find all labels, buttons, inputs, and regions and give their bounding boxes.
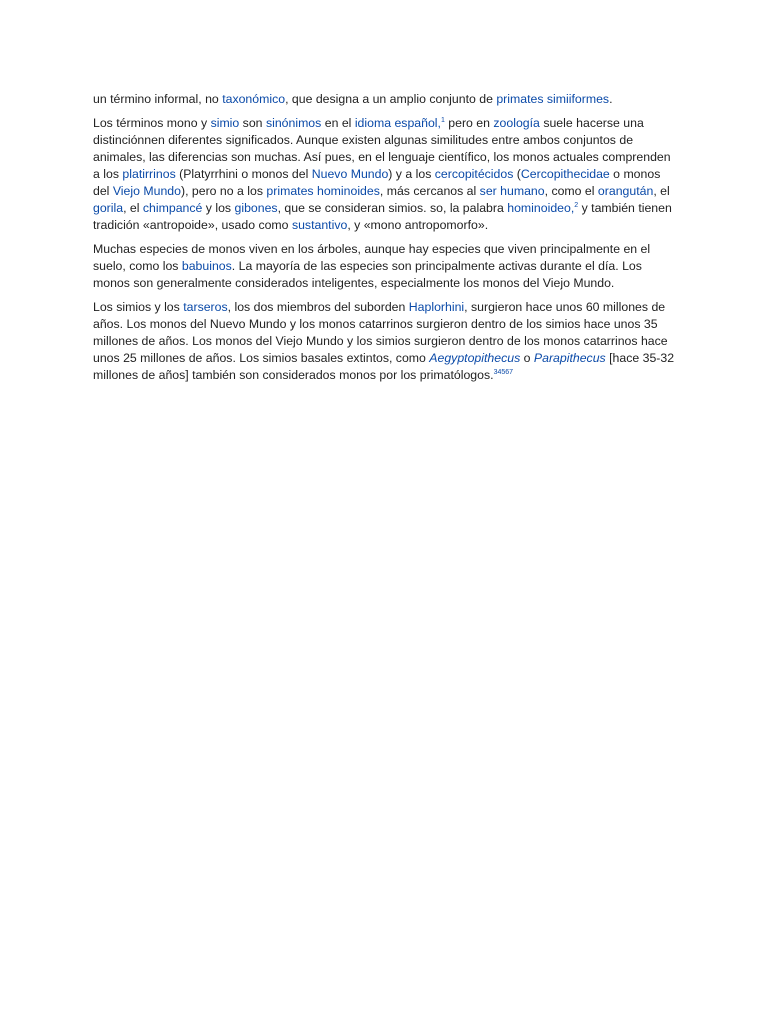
body-text: , más cercanos al bbox=[379, 184, 480, 198]
body-text: Los simios y los bbox=[93, 300, 184, 314]
wiki-link[interactable]: gorila bbox=[93, 201, 124, 215]
body-text: o bbox=[520, 351, 534, 365]
wiki-link[interactable]: chimpancé bbox=[142, 201, 203, 215]
wiki-link[interactable]: Aegyptopithecus bbox=[429, 351, 521, 365]
body-text: , que se consideran simios. so, la palabra bbox=[277, 201, 508, 215]
body-text: en el bbox=[321, 116, 355, 130]
paragraph bbox=[93, 91, 677, 108]
wiki-link[interactable]: Viejo Mundo bbox=[112, 184, 181, 198]
wiki-link[interactable]: Nuevo Mundo bbox=[311, 167, 389, 181]
wiki-link[interactable]: idioma español bbox=[354, 116, 438, 130]
body-text: . La mayoría de las especies son principalmente activas durante el día. Los monos son generalmente considerados inteligentes, especialmente los monos del Viejo Mundo. bbox=[93, 259, 642, 290]
wiki-link[interactable]: sustantivo bbox=[291, 218, 348, 232]
wiki-link[interactable]: cercopitécidos bbox=[434, 167, 514, 181]
wiki-link[interactable]: platirrinos bbox=[122, 167, 176, 181]
article-body bbox=[93, 91, 677, 391]
wiki-link[interactable]: babuinos bbox=[181, 259, 232, 273]
body-text: pero en bbox=[444, 116, 494, 130]
body-text: ( bbox=[513, 167, 521, 181]
body-text: ) y a los bbox=[388, 167, 435, 181]
body-text: Muchas especies de monos viven en los árboles, aunque hay especies que viven principalmente en el suelo, como los bbox=[93, 242, 651, 273]
footnote-marker bbox=[494, 369, 513, 376]
body-text: (Platyrrhini o monos del bbox=[175, 167, 312, 181]
wiki-link[interactable]: hominoideo bbox=[507, 201, 571, 215]
body-text: y los bbox=[202, 201, 235, 215]
wiki-link[interactable]: primates simiiformes bbox=[496, 92, 610, 106]
paragraph bbox=[93, 241, 677, 292]
wiki-link[interactable]: gibones bbox=[234, 201, 278, 215]
body-text: , y «mono antropomorfo». bbox=[347, 218, 489, 232]
body-text: , el bbox=[123, 201, 143, 215]
paragraph bbox=[93, 299, 677, 384]
wiki-link[interactable]: orangután bbox=[597, 184, 654, 198]
body-text: , el bbox=[653, 184, 670, 198]
body-text: ), pero no a los bbox=[180, 184, 267, 198]
reference-link[interactable]: 1 bbox=[440, 116, 445, 124]
body-text: un término informal, no bbox=[93, 92, 223, 106]
wiki-link[interactable]: , bbox=[437, 116, 441, 130]
body-text: y también tienen tradición «antropoide», usado como bbox=[93, 201, 672, 232]
body-text: . bbox=[609, 92, 613, 106]
wiki-link[interactable]: primates hominoides bbox=[266, 184, 380, 198]
wiki-link[interactable]: zoología bbox=[493, 116, 540, 130]
reference-link[interactable]: 34567 bbox=[493, 368, 514, 376]
wiki-link[interactable]: Cercopithecidae bbox=[520, 167, 610, 181]
taxon-name bbox=[429, 351, 520, 365]
wiki-link[interactable]: taxonómico bbox=[222, 92, 286, 106]
paragraph bbox=[93, 115, 677, 234]
wiki-link[interactable]: tarseros bbox=[183, 300, 228, 314]
wiki-link[interactable]: simio bbox=[210, 116, 240, 130]
reference-link[interactable]: 2 bbox=[574, 201, 579, 209]
body-text: , los dos miembros del suborden bbox=[227, 300, 409, 314]
wiki-link[interactable]: Parapithecus bbox=[533, 351, 606, 365]
body-text: , surgieron hace unos 60 millones de años. Los monos del Nuevo Mundo y los monos catarrinos surgieron dentro de los simios hace unos 35 millones de años. Los monos del Viejo Mundo y los simios surgieron dentro de los monos catarrinos hace unos 25 millones de años. Los simios basales extintos, como bbox=[93, 300, 668, 365]
body-text: o monos del bbox=[93, 167, 661, 198]
wiki-link[interactable]: sinónimos bbox=[265, 116, 322, 130]
wiki-link[interactable]: Haplorhini bbox=[408, 300, 465, 314]
body-text: , como el bbox=[544, 184, 598, 198]
body-text: son bbox=[239, 116, 266, 130]
body-text: [hace 35-32 millones de años] también son considerados monos por los primatólogos. bbox=[93, 351, 675, 382]
body-text: , que designa a un amplio conjunto de bbox=[285, 92, 497, 106]
taxon-name bbox=[534, 351, 606, 365]
wiki-link[interactable]: , bbox=[570, 201, 575, 215]
body-text: suele hacerse una distinciónnen diferentes significados. Aunque existen algunas similitudes entre ambos conjuntos de animales, las diferencias son muchas. Así pues, en el lenguaje científico, los monos actuales comprenden a los bbox=[93, 116, 671, 181]
body-text: Los términos mono y bbox=[93, 116, 211, 130]
wiki-link[interactable]: ser humano bbox=[479, 184, 545, 198]
